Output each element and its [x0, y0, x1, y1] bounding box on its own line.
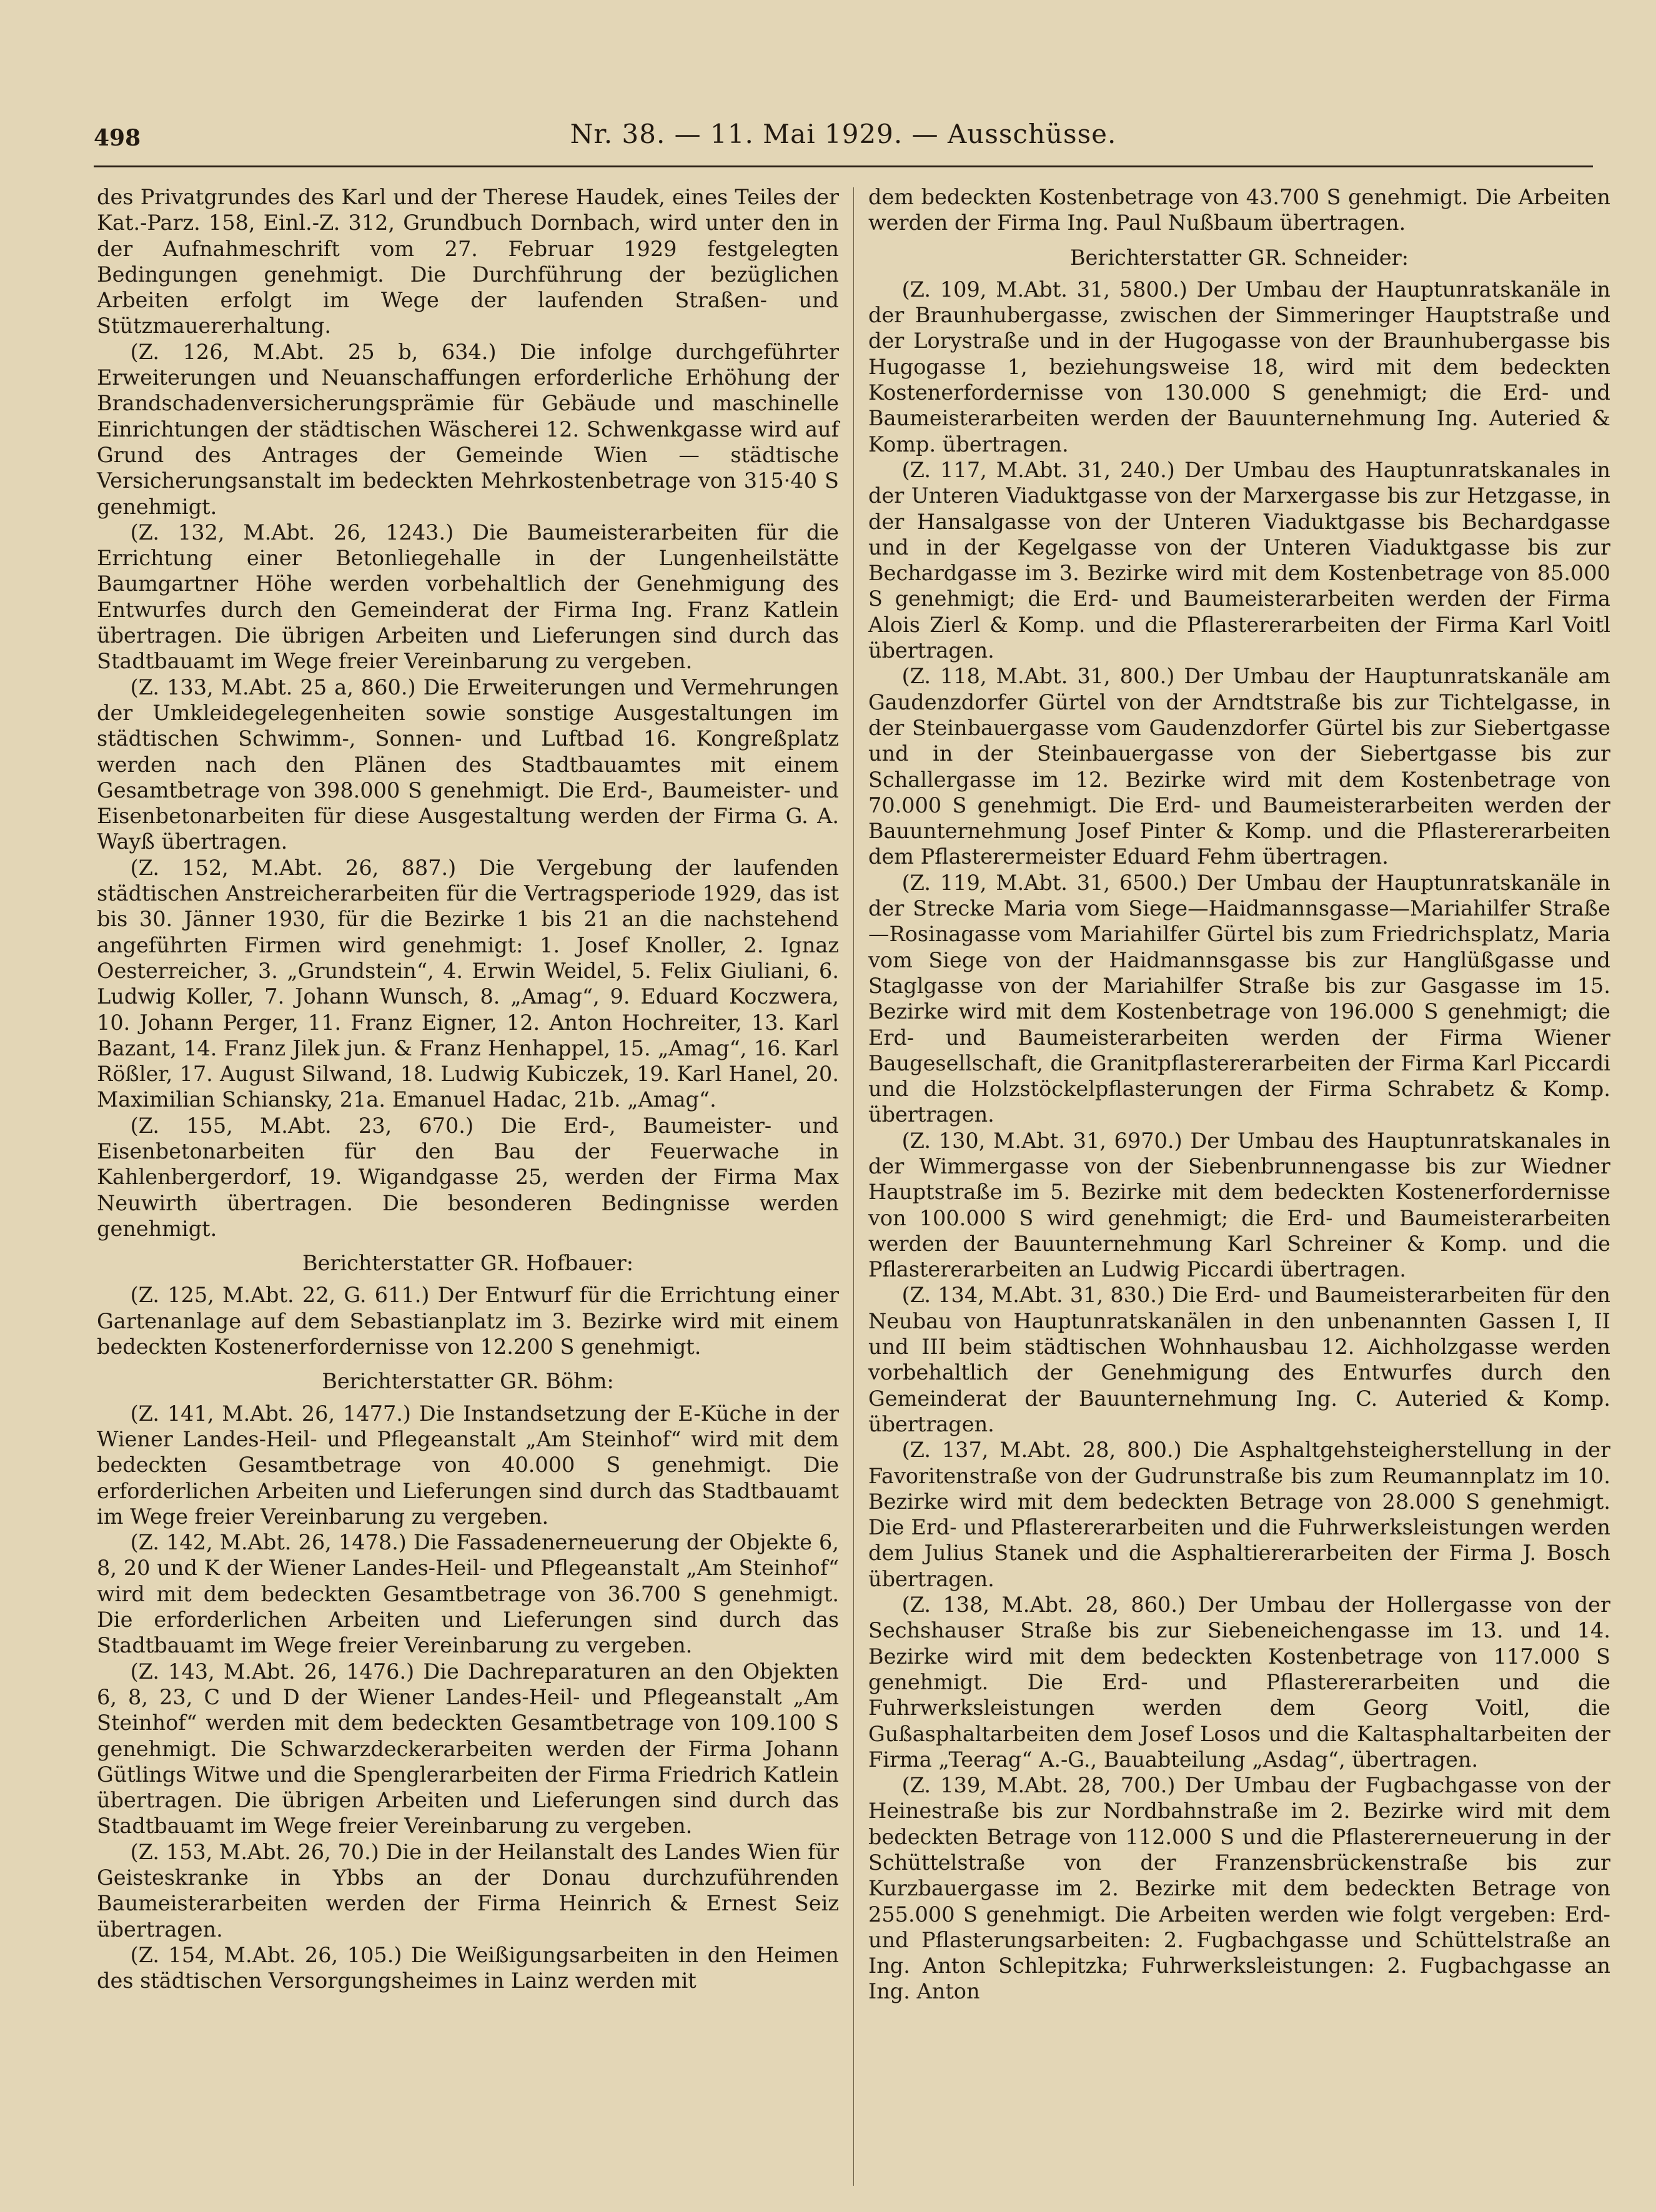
- paragraph: (Z. 118, M.Abt. 31, 800.) Der Umbau der Hauptunratskanäle am Gaudenzdorfer Gürtel von der Arndtstraße bis zur Tichtelgasse, in der Steinbauergasse vom Gaudenzdorfer Gürtel bis zur Siebertgasse und in der Steinbauergasse von der Siebertgasse bis zur Schallergasse im 12. Bezirke wird mit dem Kostenbetrage von 70.000 S genehmigt. Die Erd- und Baumeisterarbeiten werden der Bauunternehmung Josef Pinter & Komp. und die Pflastererarbeiten dem Pflasterermeister Eduard Fehm übertragen.: [868, 664, 1610, 869]
- paragraph: (Z. 138, M.Abt. 28, 860.) Der Umbau der Hollergasse von der Sechshauser Straße bis zur Siebeneichengasse im 13. und 14. Bezirke wird mit dem bedeckten Kostenbetrage von 117.000 S genehmigt. Die Erd- und Pflastererarbeiten und die Fuhrwerksleistungen werden dem Georg Voitl, die Gußasphaltarbeiten dem Josef Losos und die Kaltasphaltarbeiten der Firma „Teerag“ A.-G., Bauabteilung „Asdag“, übertragen.: [868, 1592, 1610, 1772]
- header-rule: [94, 165, 1593, 167]
- paragraph: (Z. 154, M.Abt. 26, 105.) Die Weißigungsarbeiten in den Heimen des städtischen Versorgungsheimes in Lainz werden mit: [97, 1942, 839, 1993]
- paragraph: (Z. 126, M.Abt. 25 b, 634.) Die infolge durchgeführter Erweiterungen und Neuanschaffungen erforderliche Erhöhung der Brandschadenversicherungsprämie für Gebäude und maschinelle Einrichtungen der städtischen Wäscherei 12. Schwenkgasse wird auf Grund des Antrages der Gemeinde Wien — städtische Versicherungsanstalt im bedeckten Mehrkostenbetrage von 315·40 S genehmigt.: [97, 339, 839, 519]
- paragraph: (Z. 153, M.Abt. 26, 70.) Die in der Heilanstalt des Landes Wien für Geisteskranke in Ybbs an der Donau durchzuführenden Baumeisterarbeiten werden der Firma Heinrich & Ernest Seiz übertragen.: [97, 1839, 839, 1942]
- paragraph: (Z. 134, M.Abt. 31, 830.) Die Erd- und Baumeisterarbeiten für den Neubau von Hauptunratskanälen in den unbenannten Gassen I, II und III beim städtischen Wohnhausbau 12. Aichholzgasse werden vorbehaltlich der Genehmigung des Entwurfes durch den Gemeinderat der Bauunternehmung Ing. C. Auteried & Komp. übertragen.: [868, 1283, 1610, 1436]
- section-heading: Berichterstatter GR. Schneider:: [1069, 245, 1409, 270]
- paragraph: (Z. 109, M.Abt. 31, 5800.) Der Umbau der Hauptunratskanäle in der Braunhubergasse, zwischen der Simmeringer Hauptstraße und der Lorystraße und in der Hugogasse von der Braunhubergasse bis Hugogasse 1, beziehungsweise 18, wird mit dem bedeckten Kostenerfordernisse von 130.000 S genehmigt; die Erd- und Baumeisterarbeiten werden der Bauunternehmung Ing. Auteried & Komp. übertragen.: [868, 277, 1610, 457]
- right-column: [868, 184, 1610, 2005]
- running-title: Nr. 38. — 11. Mai 1929. — Ausschüsse.: [570, 119, 1117, 149]
- paragraph: (Z. 155, M.Abt. 23, 670.) Die Erd-, Baumeister- und Eisenbetonarbeiten für den Bau der Feuerwache in Kahlenbergerdorf, 19. Wigandgasse 25, werden der Firma Max Neuwirth übertragen. Die besonderen Bedingnisse werden genehmigt.: [97, 1113, 839, 1241]
- paragraph: (Z. 141, M.Abt. 26, 1477.) Die Instandsetzung der E-Küche in der Wiener Landes-Heil- und Pflegeanstalt „Am Steinhof“ wird mit dem bedeckten Gesamtbetrage von 40.000 S genehmigt. Die erforderlichen Arbeiten und Lieferungen sind durch das Stadtbauamt im Wege freier Vereinbarung zu vergeben.: [97, 1401, 839, 1529]
- paragraph: (Z. 152, M.Abt. 26, 887.) Die Vergebung der laufenden städtischen Anstreicherarbeiten für die Vertragsperiode 1929, das ist bis 30. Jänner 1930, für die Bezirke 1 bis 21 an die nachstehend angeführten Firmen wird genehmigt: 1. Josef Knoller, 2. Ignaz Oesterreicher, 3. „Grundstein“, 4. Erwin Weidel, 5. Felix Giuliani, 6. Ludwig Koller, 7. Johann Wunsch, 8. „Amag“, 9. Eduard Koczwera, 10. Johann Perger, 11. Franz Eigner, 12. Anton Hochreiter, 13. Karl Bazant, 14. Franz Jilek jun. & Franz Henhappel, 15. „Amag“, 16. Karl Rößler, 17. August Silwand, 18. Ludwig Kubiczek, 19. Karl Hanel, 20. Maximilian Schiansky, 21a. Emanuel Hadac, 21b. „Amag“.: [97, 855, 839, 1112]
- paragraph: (Z. 125, M.Abt. 22, G. 611.) Der Entwurf für die Errichtung einer Gartenanlage auf dem Sebastianplatz im 3. Bezirke wird mit einem bedeckten Kostenerfordernisse von 12.200 S genehmigt.: [97, 1283, 839, 1360]
- continued-paragraph: dem bedeckten Kostenbetrage von 43.700 S genehmigt. Die Arbeiten werden der Firma Ing. Paul Nußbaum übertragen.: [868, 185, 1610, 235]
- paragraph: (Z. 133, M.Abt. 25 a, 860.) Die Erweiterungen und Vermehrungen der Umkleidegelegenheiten sowie sonstige Ausgestaltungen im städtischen Schwimm-, Sonnen- und Luftbad 16. Kongreßplatz werden nach den Plänen des Stadtbauamtes mit einem Gesamtbetrage von 398.000 S genehmigt. Die Erd-, Baumeister- und Eisenbetonarbeiten für diese Ausgestaltung werden der Firma G. A. Wayß übertragen.: [97, 674, 839, 854]
- paragraph: (Z. 117, M.Abt. 31, 240.) Der Umbau des Hauptunratskanales in der Unteren Viaduktgasse von der Marxergasse bis zur Hetzgasse, in der Hansalgasse von der Unteren Viaduktgasse bis Bechardgasse und in der Kegelgasse von der Unteren Viaduktgasse bis zur Bechardgasse im 3. Bezirke wird mit dem Kostenbetrage von 85.000 S genehmigt; die Erd- und Baumeisterarbeiten werden der Firma Alois Zierl & Komp. und die Pflastererarbeiten der Firma Karl Voitl übertragen.: [868, 457, 1610, 663]
- page-number: 498: [94, 125, 141, 151]
- paragraph: (Z. 137, M.Abt. 28, 800.) Die Asphaltgehsteigherstellung in der Favoritenstraße von der Gudrunstraße bis zum Reumannplatz im 10. Bezirke wird mit dem bedeckten Betrage von 28.000 S genehmigt. Die Erd- und Pflastererarbeiten und die Fuhrwerksleistungen werden dem Julius Stanek und die Asphaltiererarbeiten der Firma J. Bosch übertragen.: [868, 1438, 1610, 1591]
- column-divider: [853, 187, 854, 2186]
- paragraph: (Z. 119, M.Abt. 31, 6500.) Der Umbau der Hauptunratskanäle in der Strecke Maria vom Siege—Haidmannsgasse—Mariahilfer Straße—Rosinagasse vom Mariahilfer Gürtel bis zum Friedrichsplatz, Maria vom Siege von der Haidmannsgasse bis zur Hanglüßgasse und Staglgasse von der Mariahilfer Straße bis zur Gasgasse im 15. Bezirke wird mit dem Kostenbetrage von 196.000 S genehmigt; die Erd- und Baumeisterarbeiten werden der Firma Wiener Baugesellschaft, die Granitpflastererarbeiten der Firma Karl Piccardi und die Holzstöckelpflasterungen der Firma Schrabetz & Komp. übertragen.: [868, 870, 1610, 1127]
- paragraph: (Z. 130, M.Abt. 31, 6970.) Der Umbau des Hauptunratskanales in der Wimmergasse von der Siebenbrunnengasse bis zur Wiedner Hauptstraße im 5. Bezirke mit dem bedeckten Kostenerfordernisse von 100.000 S wird genehmigt; die Erd- und Baumeisterarbeiten werden der Bauunternehmung Karl Schreiner & Komp. und die Pflastererarbeiten an Ludwig Piccardi übertragen.: [868, 1128, 1610, 1282]
- paragraph: (Z. 142, M.Abt. 26, 1478.) Die Fassadenerneuerung der Objekte 6, 8, 20 und K der Wiener Landes-Heil- und Pflegeanstalt „Am Steinhof“ wird mit dem bedeckten Gesamtbetrage von 36.700 S genehmigt. Die erforderlichen Arbeiten und Lieferungen sind durch das Stadtbauamt im Wege freier Vereinbarung zu vergeben.: [97, 1530, 839, 1658]
- left-column: [97, 184, 839, 1993]
- paragraph: (Z. 132, M.Abt. 26, 1243.) Die Baumeisterarbeiten für die Errichtung einer Betonliegehalle in der Lungenheilstätte Baumgartner Höhe werden vorbehaltlich der Genehmigung des Entwurfes durch den Gemeinderat der Firma Ing. Franz Katlein übertragen. Die übrigen Arbeiten und Lieferungen sind durch das Stadtbauamt im Wege freier Vereinbarung zu vergeben.: [97, 520, 839, 674]
- paragraph: (Z. 139, M.Abt. 28, 700.) Der Umbau der Fugbachgasse von der Heinestraße bis zur Nordbahnstraße im 2. Bezirke wird mit dem bedeckten Betrage von 112.000 S und die Pflastererneuerung in der Schüttelstraße von der Franzensbrückenstraße bis zur Kurzbauergasse im 2. Bezirke mit dem bedeckten Betrage von 255.000 S genehmigt. Die Arbeiten werden wie folgt vergeben: Erd- und Pflasterungsarbeiten: 2. Fugbachgasse und Schüttelstraße an Ing. Anton Schlepitzka; Fuhrwerksleistungen: 2. Fugbachgasse an Ing. Anton: [868, 1773, 1610, 2004]
- continued-paragraph: des Privatgrundes des Karl und der Therese Haudek, eines Teiles der Kat.-Parz. 158, Einl.-Z. 312, Grundbuch Dornbach, wird unter den in der Aufnahmeschrift vom 27. Februar 1929 festgelegten Bedingungen genehmigt. Die Durchführung der bezüglichen Arbeiten erfolgt im Wege der laufenden Straßen- und Stützmauererhaltung.: [97, 185, 839, 338]
- section-heading: Berichterstatter GR. Hofbauer:: [302, 1251, 634, 1276]
- section-heading: Berichterstatter GR. Böhm:: [322, 1369, 614, 1394]
- page-header: [94, 119, 1593, 156]
- paragraph: (Z. 143, M.Abt. 26, 1476.) Die Dachreparaturen an den Objekten 6, 8, 23, C und D der Wiener Landes-Heil- und Pflegeanstalt „Am Steinhof“ werden mit dem bedeckten Gesamtbetrage von 109.100 S genehmigt. Die Schwarzdeckerarbeiten werden der Firma Johann Gütlings Witwe und die Spenglerarbeiten der Firma Friedrich Katlein übertragen. Die übrigen Arbeiten und Lieferungen sind durch das Stadtbauamt im Wege freier Vereinbarung zu vergeben.: [97, 1659, 839, 1839]
